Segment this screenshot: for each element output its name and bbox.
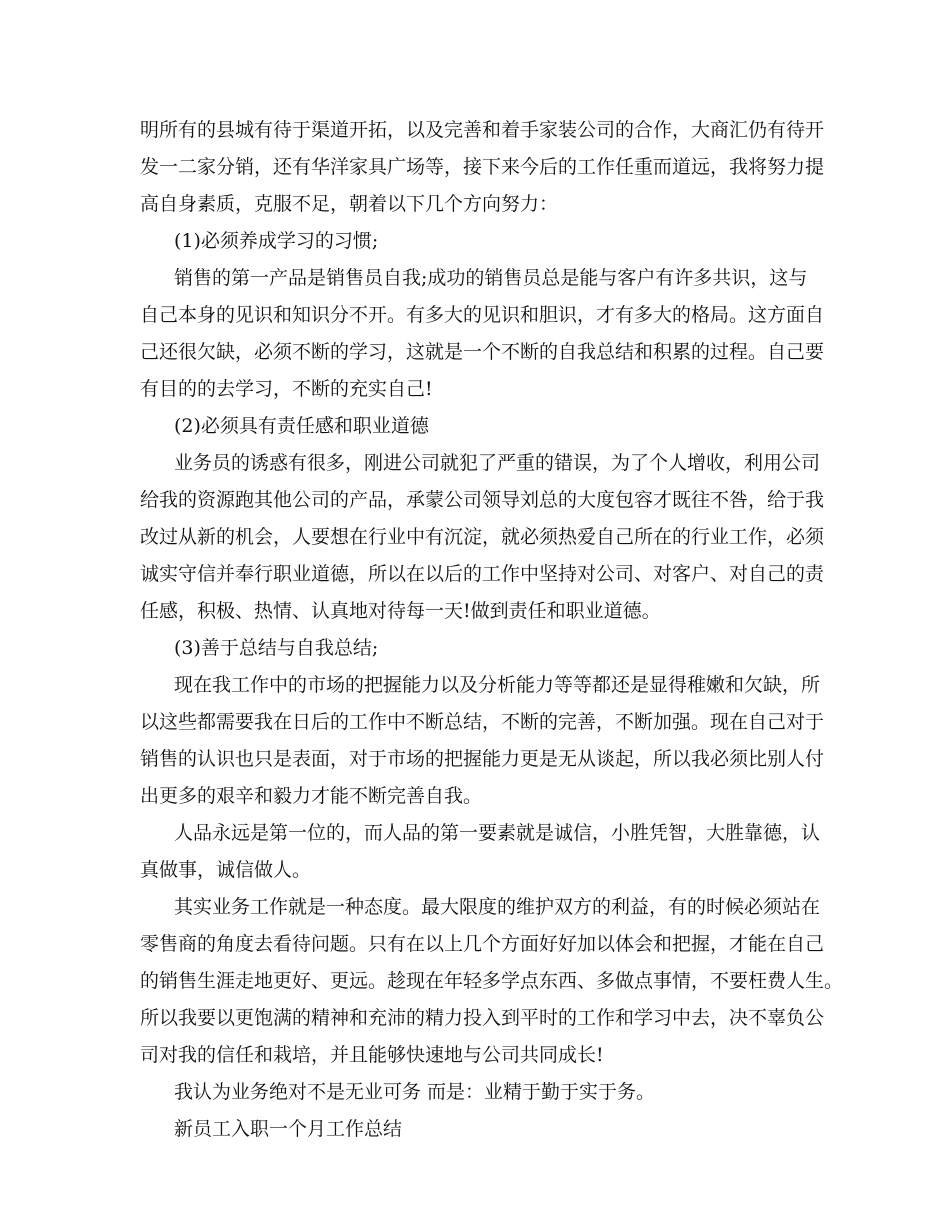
text-line: 销售的第一产品是销售员自我;成功的销售员总是能与客户有许多共识，这与 [174,267,808,289]
text-line: 出更多的艰辛和毅力才能不断完善自我。 [140,785,483,807]
text-line: 发一二家分销，还有华洋家具广场等，接下来今后的工作任重而道远，我将努力提 [140,156,825,178]
text-line: 其实业务工作就是一种态度。最大限度的维护双方的利益，有的时候必须站在 [174,896,821,918]
text-line: 改过从新的机会，人要想在行业中有沉淀，就必须热爱自己所在的行业工作，必须 [140,526,825,548]
text-line: 给我的资源跑其他公司的产品，承蒙公司领导刘总的大度包容才既往不咎，给于我 [140,489,825,511]
text-line: 销售的认识也只是表面，对于市场的把握能力更是无从谈起，所以我必须比别人付 [140,748,825,770]
document-title-line: 新员工入职一个月工作总结 [174,1118,403,1140]
text-line: 零售商的角度去看待问题。只有在以上几个方面好好加以体会和把握，才能在自己 [140,933,825,955]
text-line: 我认为业务绝对不是无业可务 而是：业精于勤于实于务。 [174,1081,656,1103]
text-line: 现在我工作中的市场的把握能力以及分析能力等等都还是显得稚嫩和欠缺，所 [174,674,821,696]
text-line: 司对我的信任和栽培，并且能够快速地与公司共同成长! [140,1044,604,1066]
text-line: 高自身素质，克服不足，朝着以下几个方向努力： [140,193,559,215]
text-line: 业务员的诱惑有很多，刚进公司就犯了严重的错误，为了个人增收，利用公司 [174,452,821,474]
section-heading: (1)必须养成学习的习惯; [174,230,379,252]
text-line: 以这些都需要我在日后的工作中不断总结，不断的完善，不断加强。现在自己对于 [140,711,825,733]
section-heading: (3)善于总结与自我总结; [174,637,379,659]
section-heading: (2)必须具有责任感和职业道德 [174,415,429,437]
text-line: 真做事，诚信做人。 [140,859,312,881]
text-line: 所以我要以更饱满的精神和充沛的精力投入到平时的工作和学习中去，决不辜负公 [140,1007,825,1029]
text-line: 有目的的去学习，不断的充实自己! [140,378,433,400]
text-line: 明所有的县城有待于渠道开拓，以及完善和着手家装公司的合作，大商汇仍有待开 [140,119,825,141]
text-line: 任感，积极、热情、认真地对待每一天!做到责任和职业道德。 [140,600,661,622]
text-line: 人品永远是第一位的，而人品的第一要素就是诚信，小胜凭智，大胜靠德，认 [174,822,821,844]
text-line: 自己本身的见识和知识分不开。有多大的见识和胆识，才有多大的格局。这方面自 [140,304,825,326]
text-line: 己还很欠缺，必须不断的学习，这就是一个不断的自我总结和积累的过程。自己要 [140,341,825,363]
text-line: 诚实守信并奉行职业道德，所以在以后的工作中坚持对公司、对客户、对自己的责 [140,563,825,585]
text-line: 的销售生涯走地更好、更远。趁现在年轻多学点东西、多做点事情，不要枉费人生。 [140,970,844,992]
document-body [140,112,844,1148]
